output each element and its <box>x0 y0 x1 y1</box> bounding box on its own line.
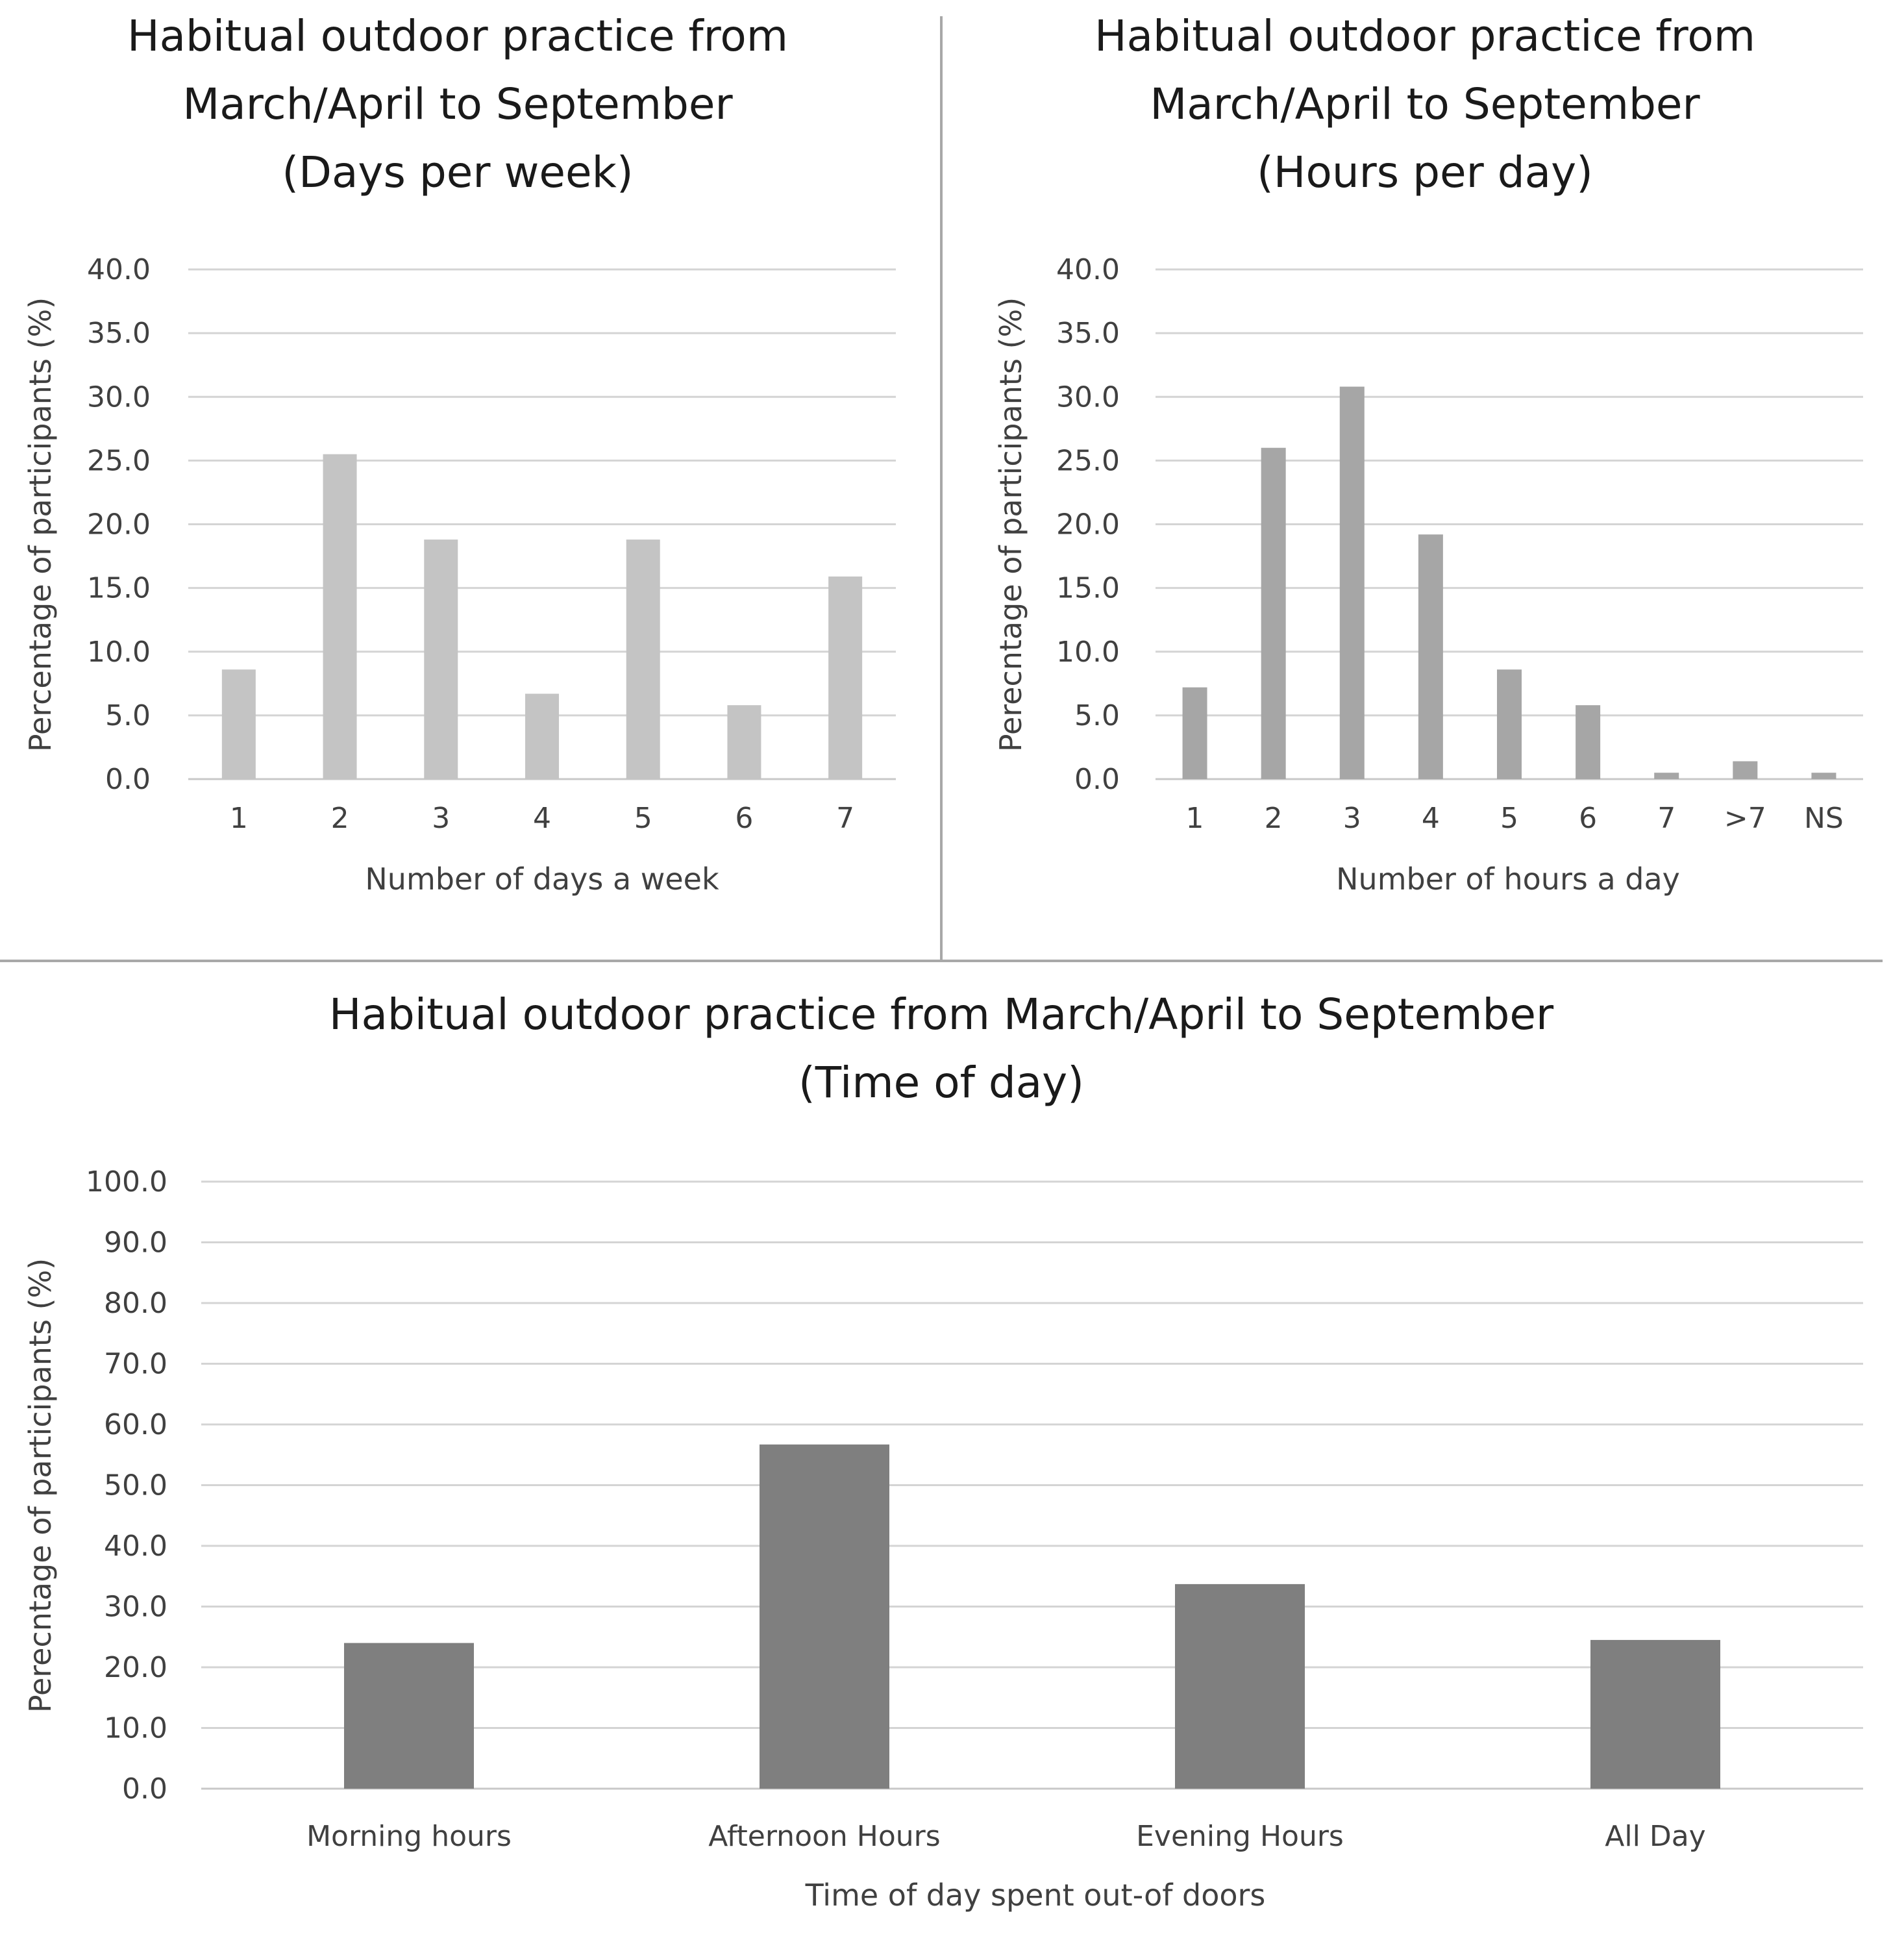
bar-7 <box>828 577 862 779</box>
bar-evening-hours <box>1175 1584 1305 1789</box>
bar-3 <box>1340 387 1365 779</box>
y-tick-label: 60.0 <box>104 1408 167 1441</box>
y-tick-label: 15.0 <box>87 571 151 605</box>
y-tick-label: 20.0 <box>1056 508 1120 541</box>
y-axis-label: Perecntage of participants (%) <box>23 1258 58 1713</box>
bar-4 <box>1418 534 1443 779</box>
chart-time-of-day <box>23 989 1863 1913</box>
chart-title-line: Habitual outdoor practice from March/April to September <box>328 989 1554 1039</box>
y-tick-label: 0.0 <box>105 763 151 796</box>
y-axis-label: Perecntage of participants (%) <box>993 297 1028 752</box>
bar-1 <box>222 669 256 779</box>
y-tick-label: 10.0 <box>1056 635 1120 669</box>
x-axis-label: Time of day spent out-of doors <box>805 1878 1266 1913</box>
x-category-label: 4 <box>1421 802 1440 835</box>
y-tick-label: 50.0 <box>104 1469 167 1502</box>
y-tick-label: 100.0 <box>86 1165 167 1199</box>
y-tick-label: 20.0 <box>104 1651 167 1684</box>
chart-title-line: (Days per week) <box>282 147 634 197</box>
y-axis-label: Percentage of participants (%) <box>23 297 58 752</box>
bar-5 <box>626 540 660 779</box>
x-category-label: 1 <box>229 802 248 835</box>
y-tick-label: 10.0 <box>87 635 151 669</box>
bar-5 <box>1497 669 1522 779</box>
x-category-label: Evening Hours <box>1136 1820 1344 1853</box>
x-category-label: 4 <box>533 802 551 835</box>
chart-hours-per-day <box>993 11 1863 897</box>
x-category-label: Morning hours <box>306 1820 512 1853</box>
chart-title-line: March/April to September <box>1150 79 1700 129</box>
chart-days-per-week <box>23 11 896 897</box>
x-axis-label: Number of days a week <box>365 862 719 897</box>
y-tick-label: 5.0 <box>1074 699 1120 732</box>
y-tick-label: 5.0 <box>105 699 151 732</box>
chart-title-line: Habitual outdoor practice from <box>127 11 789 61</box>
y-tick-label: 80.0 <box>104 1287 167 1320</box>
x-category-label: 2 <box>330 802 349 835</box>
y-tick-label: 10.0 <box>104 1711 167 1745</box>
x-category-label: NS <box>1804 802 1844 835</box>
bar-6 <box>1576 705 1600 779</box>
x-category-label: 1 <box>1185 802 1204 835</box>
y-tick-label: 25.0 <box>1056 444 1120 478</box>
x-category-label: 7 <box>836 802 855 835</box>
bar-6 <box>727 705 761 779</box>
bar-4 <box>525 694 559 779</box>
x-category-label: Afternoon Hours <box>708 1820 941 1853</box>
y-tick-label: 30.0 <box>1056 380 1120 414</box>
y-tick-label: 70.0 <box>104 1347 167 1381</box>
chart-title-line: Habitual outdoor practice from <box>1094 11 1756 61</box>
y-tick-label: 25.0 <box>87 444 151 478</box>
y-tick-label: 40.0 <box>104 1530 167 1563</box>
chart-title-line: (Hours per day) <box>1257 147 1593 197</box>
x-category-label: 5 <box>634 802 652 835</box>
x-category-label: All Day <box>1605 1820 1706 1853</box>
y-tick-label: 40.0 <box>1056 253 1120 286</box>
y-tick-label: 20.0 <box>87 508 151 541</box>
bar-morning-hours <box>344 1643 474 1789</box>
bar-7 <box>1654 773 1679 779</box>
y-tick-label: 90.0 <box>104 1226 167 1260</box>
y-tick-label: 35.0 <box>1056 317 1120 351</box>
y-tick-label: 35.0 <box>87 317 151 351</box>
bar-3 <box>424 540 458 779</box>
bar-all-day <box>1590 1640 1720 1789</box>
y-tick-label: 30.0 <box>104 1590 167 1624</box>
x-category-label: 3 <box>432 802 451 835</box>
y-tick-label: 30.0 <box>87 380 151 414</box>
bar-2 <box>323 454 357 779</box>
x-category-label: >7 <box>1724 802 1766 835</box>
x-axis-label: Number of hours a day <box>1336 862 1680 897</box>
x-category-label: 6 <box>735 802 754 835</box>
x-category-label: 7 <box>1657 802 1676 835</box>
x-category-label: 2 <box>1264 802 1283 835</box>
y-tick-label: 0.0 <box>122 1772 167 1806</box>
bar-2 <box>1261 448 1286 779</box>
chart-title-line: (Time of day) <box>798 1058 1084 1108</box>
y-tick-label: 40.0 <box>87 253 151 286</box>
bar-afternoon-hours <box>760 1445 889 1789</box>
chart-title-line: March/April to September <box>182 79 733 129</box>
y-tick-label: 0.0 <box>1074 763 1120 796</box>
bar-1 <box>1183 688 1207 779</box>
bar-7 <box>1733 762 1757 779</box>
bar-ns <box>1811 773 1836 779</box>
x-category-label: 6 <box>1579 802 1598 835</box>
y-tick-label: 15.0 <box>1056 571 1120 605</box>
x-category-label: 5 <box>1500 802 1518 835</box>
x-category-label: 3 <box>1342 802 1361 835</box>
